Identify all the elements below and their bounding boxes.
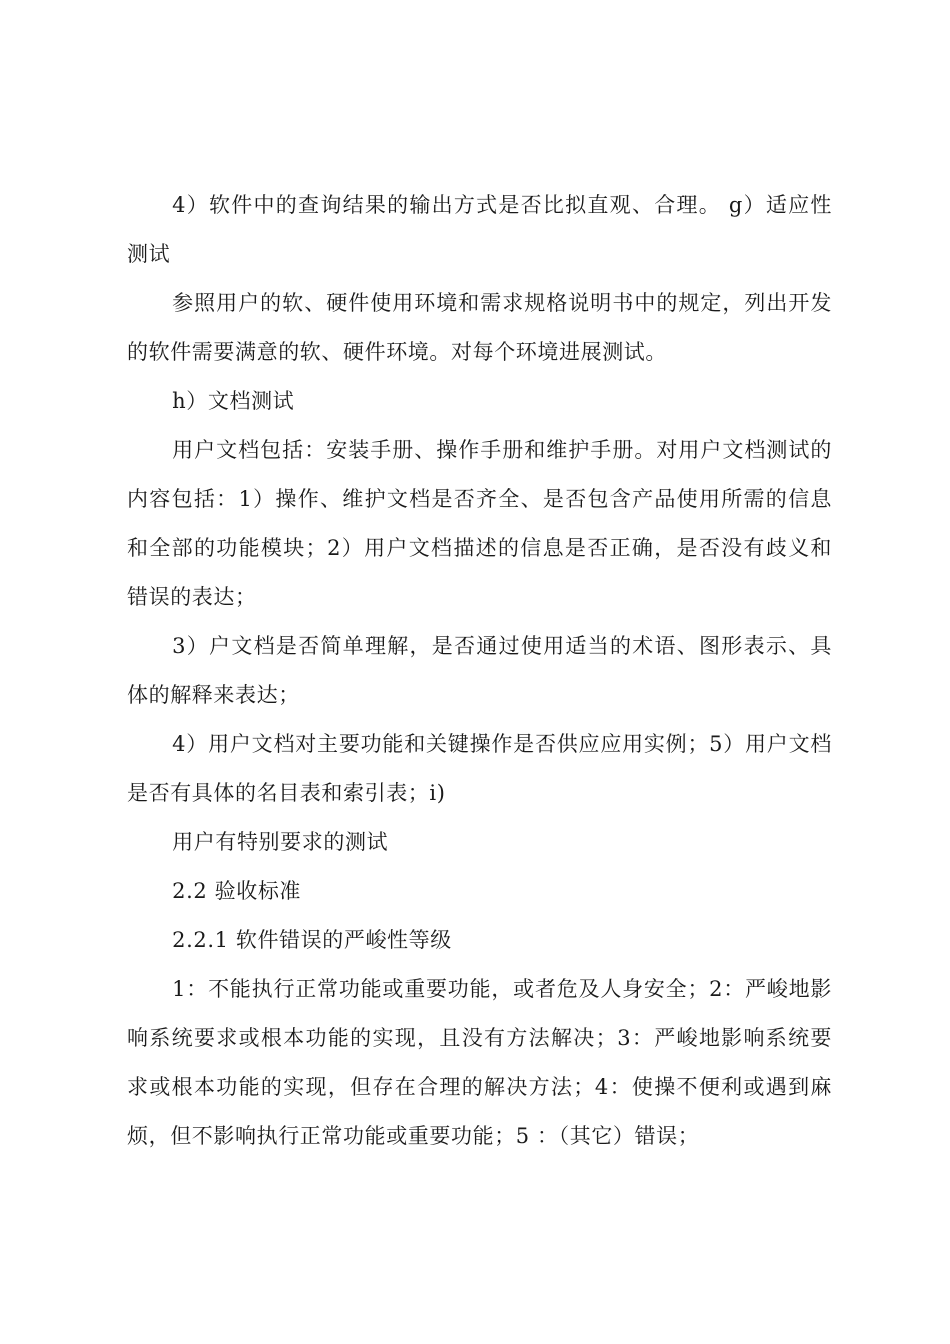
paragraph-special-requirements: 用户有特别要求的测试 [172,830,389,854]
subsection-heading-severity-levels: 2.2.1 软件错误的严峻性等级 [172,928,452,952]
paragraph-query-output: 4）软件中的查询结果的输出方式是否比拟直观、合理。 g）适应性测试 [127,193,832,266]
paragraph-doc-understandability: 3）户文档是否简单理解，是否通过使用适当的术语、图形表示、具体的解释来表达； [127,634,832,707]
paragraph-severity-definitions: 1：不能执行正常功能或重要功能，或者危及人身安全；2：严峻地影响系统要求或根本功能的实现，且没有方法解决；3：严峻地影响系统要求或根本功能的实现，但存在合理的解决方法；4：使操不便利或遇到麻烦，但不影响执行正常功能或重要功能；5 ：（其它）错误； [127,977,832,1148]
paragraph-adaptability-test: 参照用户的软、硬件使用环境和需求规格说明书中的规定，列出开发的软件需要满意的软、硬件环境。对每个环境进展测试。 [127,291,832,364]
section-heading-acceptance-criteria: 2.2 验收标准 [172,879,302,903]
paragraph-doc-test-heading: h）文档测试 [172,389,295,413]
paragraph-doc-examples: 4）用户文档对主要功能和关键操作是否供应应用实例；5）用户文档是否有具体的名目表和索引表；i) [127,732,832,805]
paragraph-user-docs: 用户文档包括：安装手册、操作手册和维护手册。对用户文档测试的内容包括：1）操作、维护文档是否齐全、是否包含产品使用所需的信息和全部的功能模块；2）用户文档描述的信息是否正确，是否没有歧义和错误的表达； [127,438,832,609]
document-body [127,181,832,1161]
